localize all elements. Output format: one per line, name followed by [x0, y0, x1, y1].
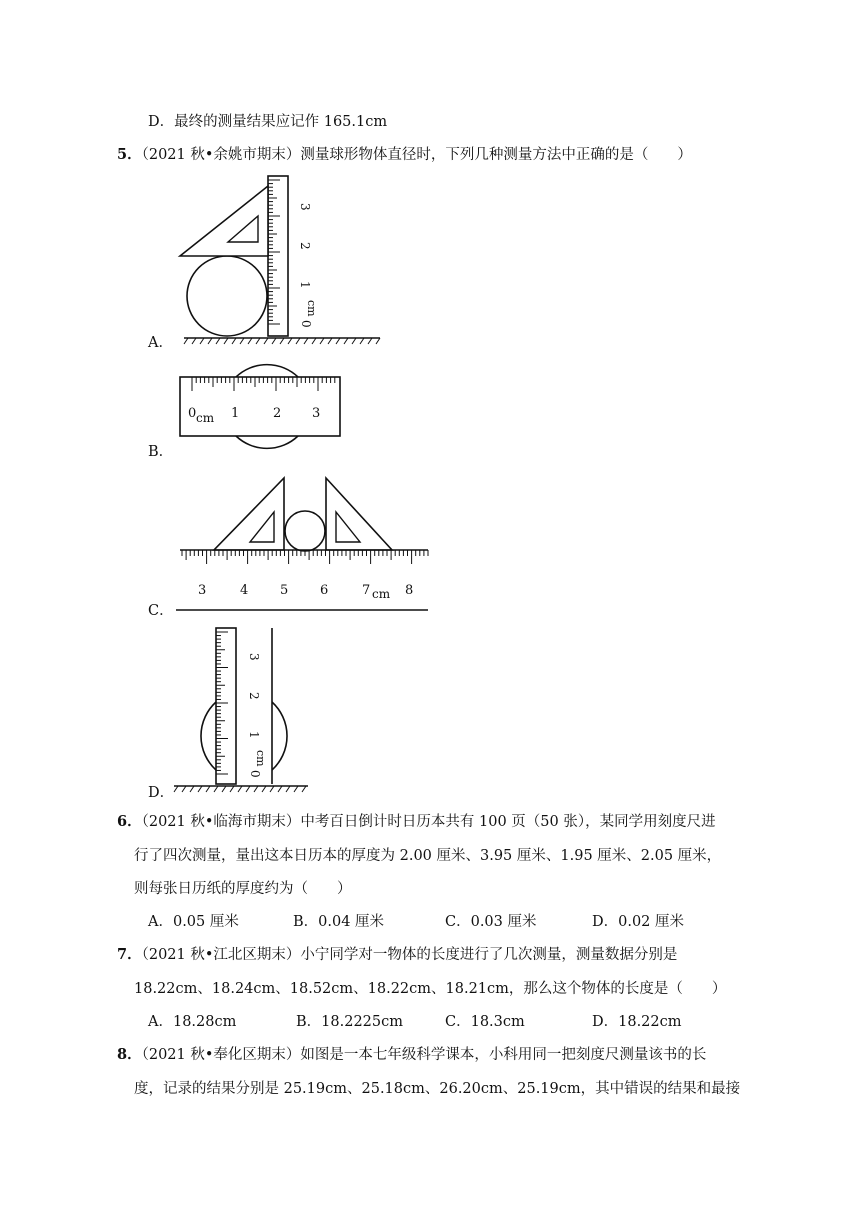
- q5-label-d: D．: [148, 785, 175, 801]
- q7-text-1: （2021 秋•江北区期末）小宁同学对一物体的长度进行了几次测量，测量数据分别是: [141, 947, 678, 963]
- tick-label-1: 1: [231, 406, 240, 421]
- q8-line-1: [117, 1045, 706, 1065]
- unit-label: cm: [196, 411, 215, 425]
- q6-line-1: [117, 812, 716, 832]
- q5-label-a: A．: [148, 335, 173, 351]
- tick-label-0: 0: [299, 320, 313, 328]
- ball-top-arc: [236, 365, 298, 377]
- q7-number: 7．: [117, 946, 142, 963]
- q6-option-c: C．0.03 厘米: [445, 914, 537, 930]
- q5-label-c: C．: [148, 603, 174, 619]
- unit-label: cm: [254, 750, 267, 767]
- q7-option-c: C．18.3cm: [445, 1014, 525, 1030]
- q7-line-1: [117, 945, 677, 965]
- q7-option-b: B．18.2225cm: [296, 1014, 403, 1030]
- q6-line-2: 行了四次测量，量出这本日历本的厚度为 2.00 厘米、3.95 厘米、1.95 厘米、2.05 厘米，: [134, 848, 722, 864]
- tick-label-1: 1: [247, 731, 261, 739]
- q5-figure-c: [176, 470, 436, 616]
- ball: [187, 256, 267, 336]
- tick-label-2: 2: [273, 406, 282, 421]
- ruler-d: [216, 628, 236, 784]
- figure-a-svg: [176, 172, 386, 348]
- tick-label-6: 6: [320, 583, 329, 598]
- ground-hatch: [184, 338, 380, 344]
- unit-label: cm: [305, 300, 318, 317]
- ball-right-arc: [272, 702, 287, 770]
- q5-number: 5．: [117, 146, 142, 163]
- q7-options: [0, 1012, 860, 1032]
- q5-stem: [117, 145, 692, 165]
- q7-option-d: D．18.22cm: [592, 1014, 682, 1030]
- q7-option-a: A．18.28cm: [148, 1014, 237, 1030]
- tick-label-3: 3: [298, 203, 312, 211]
- tick-label-3: 3: [247, 653, 261, 661]
- tick-label-8: 8: [405, 583, 414, 598]
- tick-label-4: 4: [240, 583, 249, 598]
- q6-options: [0, 912, 860, 932]
- tick-label-2: 2: [247, 692, 261, 700]
- tick-label-5: 5: [280, 583, 289, 598]
- ground-hatch: [174, 786, 306, 792]
- q6-line-3: 则每张日历纸的厚度约为（ ）: [134, 881, 352, 897]
- tick-label-1: 1: [298, 281, 312, 289]
- q6-text-1: （2021 秋•临海市期末）中考百日倒计时日历本共有 100 页（50 张），某同学用刻度尺进: [141, 814, 716, 830]
- tick-label-0: 0: [248, 770, 262, 778]
- unit-label: cm: [372, 587, 391, 601]
- q4-option-d: D．最终的测量结果应记作 165.1cm: [148, 114, 388, 130]
- ball-left-arc: [201, 702, 216, 770]
- ball: [285, 511, 325, 551]
- q5-stem-text: （2021 秋•余姚市期末）测量球形物体直径时，下列几种测量方法中正确的是（ ）: [141, 147, 692, 163]
- tick-label-0: 0: [188, 406, 197, 421]
- tick-label-2: 2: [298, 242, 312, 250]
- q6-option-d: D．0.02 厘米: [592, 914, 685, 930]
- q5-figure-b: [176, 360, 346, 452]
- q6-number: 6．: [117, 813, 142, 830]
- ball-bottom-arc: [236, 436, 298, 448]
- q8-text-1: （2021 秋•奉化区期末）如图是一本七年级科学课本，小科用同一把刻度尺测量该书的长: [141, 1047, 707, 1063]
- q6-option-a: A．0.05 厘米: [148, 914, 239, 930]
- q5-figure-d: [166, 624, 316, 796]
- q6-option-b: B．0.04 厘米: [293, 914, 385, 930]
- tick-label-3: 3: [312, 406, 321, 421]
- set-square-a: [180, 186, 268, 256]
- tick-label-3: 3: [198, 583, 207, 598]
- q7-line-2: 18.22cm、18.24cm、18.52cm、18.22cm、18.21cm，那么这个物体的长度是（ ）: [134, 981, 727, 997]
- q5-label-b: B．: [148, 444, 174, 460]
- q5-figure-a: [176, 172, 386, 348]
- q8-line-2: 度，记录的结果分别是 25.19cm、25.18cm、26.20cm、25.19cm，其中错误的结果和最接: [134, 1081, 741, 1097]
- q8-number: 8．: [117, 1046, 142, 1063]
- tick-label-7: 7: [362, 583, 371, 598]
